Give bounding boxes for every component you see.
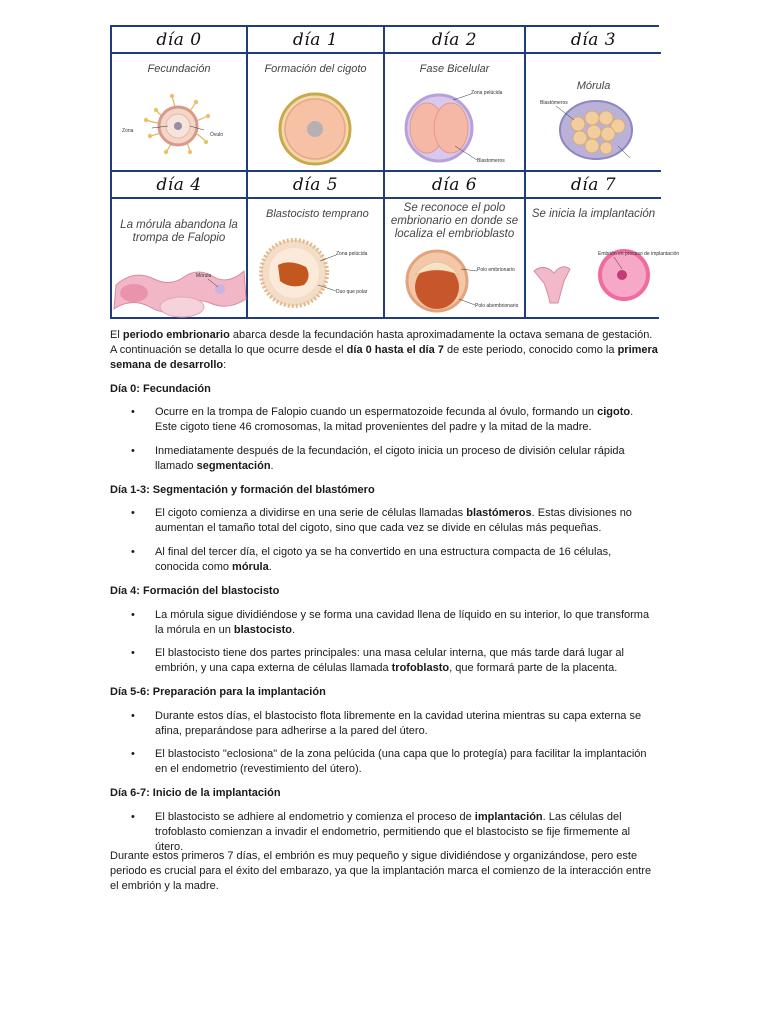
heading-dia-4: Día 4: Formación del blastocisto bbox=[110, 585, 280, 597]
two-cell-illustration bbox=[385, 54, 524, 170]
label-blastomeros-b: Blastómeros bbox=[540, 100, 568, 106]
panel-morula bbox=[526, 54, 661, 172]
heading-dia-6-7: Día 6-7: Inicio de la implantación bbox=[110, 787, 281, 799]
svg-text:Óvulo: Óvulo bbox=[210, 132, 224, 138]
label-zona-pelucida-2: Zona pelúcida bbox=[336, 251, 368, 257]
panel-blastocisto-temprano bbox=[248, 199, 385, 317]
panel-cigoto bbox=[248, 54, 385, 172]
heading-dia-0: Día 0: Fecundación bbox=[110, 383, 211, 395]
panel-polo-embrionario bbox=[385, 199, 526, 317]
panel-title: Se reconoce el polo embrionario en donde se localiza el embrioblasto bbox=[390, 202, 519, 240]
heading-dia-1-3: Día 1-3: Segmentación y formación del blastómero bbox=[110, 484, 375, 496]
day-header-5: día 5 bbox=[248, 172, 385, 199]
panel-title: Blastocisto temprano bbox=[266, 208, 369, 220]
panel-trompa bbox=[112, 199, 248, 317]
fallopian-tube-illustration bbox=[112, 199, 246, 315]
label-polo-abembrionario: Polo abembrionario bbox=[475, 303, 519, 309]
day-header-6: día 6 bbox=[385, 172, 526, 199]
panel-title: Se inicia la implantación bbox=[531, 208, 656, 220]
embryo-development-figure bbox=[110, 25, 680, 319]
panel-title: Mórula bbox=[576, 80, 611, 92]
label-morula: Mórula bbox=[196, 273, 212, 279]
panel-implantacion bbox=[526, 199, 680, 317]
zygote-illustration bbox=[248, 54, 383, 170]
svg-text:Zona: Zona bbox=[122, 128, 134, 134]
closing-paragraph: Durante estos primeros 7 días, el embrión es muy pequeño y sigue dividiéndose y organizándose, pero este periodo es crucial para el éxito del embarazo, ya que la implantación marca el comienzo de la interacción entre el embrión y la madre. bbox=[110, 850, 652, 892]
label-polo-embrionario: Polo embrionario bbox=[477, 267, 515, 273]
label-blastomeros: Blastomeros bbox=[477, 158, 505, 164]
day-header-2: día 2 bbox=[385, 27, 526, 54]
day-header-3: día 3 bbox=[526, 27, 661, 54]
day-header-7: día 7 bbox=[526, 172, 661, 199]
morula-illustration bbox=[526, 54, 659, 170]
day-header-0: día 0 bbox=[112, 27, 248, 54]
label-zona-pelucida: Zona pelúcida bbox=[471, 90, 503, 96]
panel-title: Formación del cigoto bbox=[264, 63, 367, 75]
implantation-illustration bbox=[526, 199, 680, 315]
panel-title: Fecundación bbox=[147, 63, 211, 75]
intro-paragraph: El periodo embrionario abarca desde la fecundación hasta aproximadamente la octava semana de gestación. A continuación se detalla lo que ocurre desde el día 0 hasta el día 7 de este periodo, conocido como la primera semana de desarrollo: bbox=[110, 329, 658, 371]
panel-title: Fase Bicelular bbox=[419, 63, 490, 75]
heading-dia-5-6: Día 5-6: Preparación para la implantación bbox=[110, 686, 326, 698]
label-embrion-implantacion: Embrión en proceso de implantación bbox=[598, 251, 680, 257]
panel-bicelular bbox=[385, 54, 526, 172]
fertilization-illustration bbox=[112, 54, 246, 170]
label-duo-polar: Duo que polar bbox=[336, 289, 368, 295]
panel-title: La mórula abandona la trompa de Falopio bbox=[120, 219, 238, 244]
embryonic-pole-illustration bbox=[385, 199, 524, 315]
early-blastocyst-illustration bbox=[248, 199, 383, 315]
day-header-4: día 4 bbox=[112, 172, 248, 199]
day-header-1: día 1 bbox=[248, 27, 385, 54]
panel-fecundacion bbox=[112, 54, 248, 172]
